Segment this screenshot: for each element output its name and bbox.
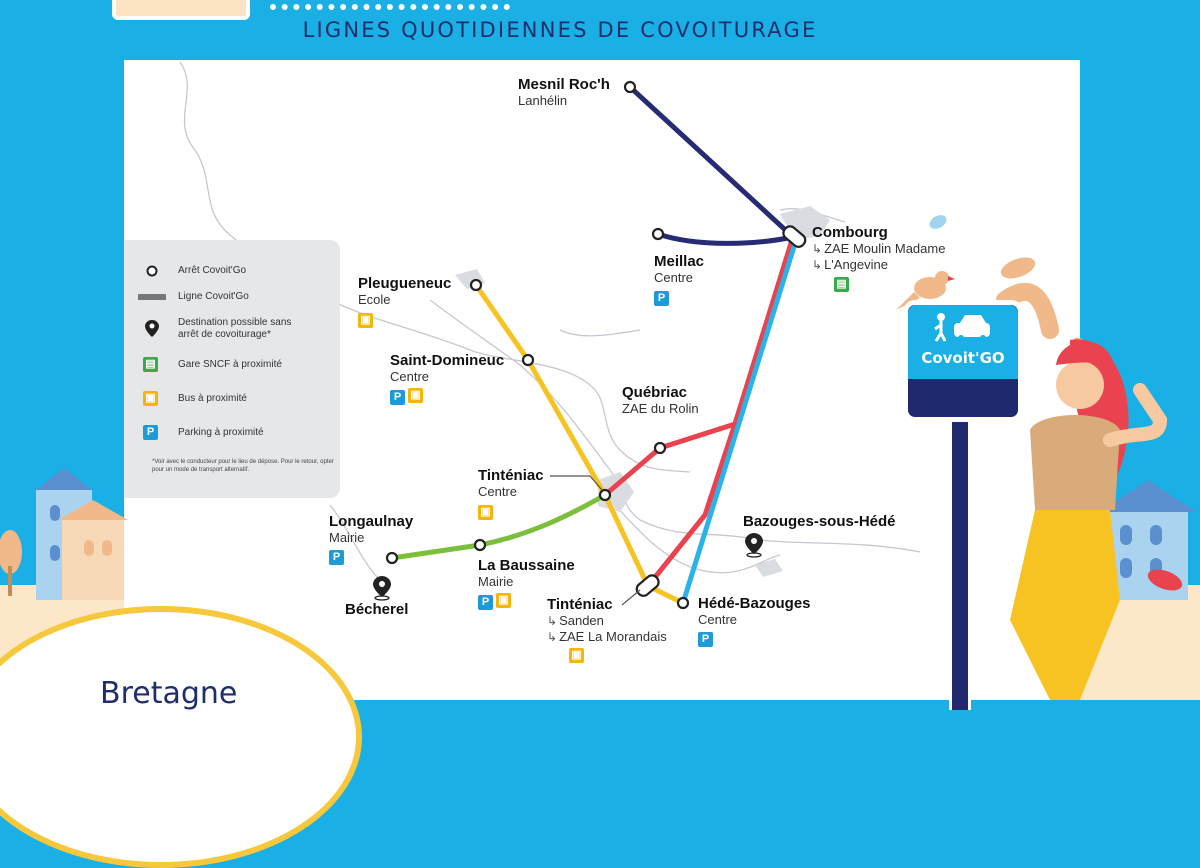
legend-label: Bus à proximité [178, 392, 247, 404]
parking-icon: P [390, 390, 405, 405]
stop-marker-tinteniac-south [634, 573, 661, 598]
sign-label: Covoit'GO [921, 349, 1005, 367]
stop-name: Mesnil Roc'h [518, 76, 610, 93]
stop-name: Longaulnay [329, 513, 414, 530]
bus-icon: ▣ [143, 391, 158, 406]
stop-marker-meillac [653, 229, 663, 239]
stop-marker-quebriac [655, 443, 665, 453]
legend-note: *Voir avec le conducteur pour le lieu de dépose. Pour le retour, opter pour un mode de transport alternatif. [152, 459, 334, 473]
stop-becherel [345, 602, 408, 618]
stop-name: Saint-Domineuc [390, 352, 505, 369]
stop-saint-domineuc [390, 353, 504, 405]
stop-quebriac [622, 385, 699, 417]
stop-name: Tinténiac [478, 467, 544, 484]
legend-label: Gare SNCF à proximité [178, 358, 282, 370]
legend-item-destination [138, 317, 338, 341]
stop-sub: Lanhélin [518, 93, 568, 108]
legend-item-train [138, 357, 282, 372]
pin-icon [138, 318, 166, 340]
parking-icon: P [698, 632, 713, 647]
stop-bazouges-sous-hede [743, 514, 896, 530]
bus-icon: ▣ [408, 388, 423, 403]
stop-marker-hede [678, 598, 688, 608]
stop-name: Québriac [622, 384, 688, 401]
stop-symbol-icon [138, 264, 166, 278]
stop-combourg [812, 225, 945, 292]
branch-arrow-icon: ↳ [812, 242, 823, 256]
region-logo-text: Bretagne [100, 676, 238, 711]
page-subtitle: LIGNES QUOTIDIENNES DE COVOITURAGE [302, 18, 818, 42]
stop-name: Meillac [654, 253, 705, 270]
stop-sub: Centre [654, 270, 694, 285]
line-mesnil-combourg [630, 87, 793, 237]
stop-name: Hédé-Bazouges [698, 595, 811, 612]
stop-longaulnay [329, 514, 413, 565]
sign-pole [949, 410, 971, 710]
bazouges-town-shape [755, 559, 783, 577]
stop-name: Combourg [812, 224, 888, 241]
stop-sub: Centre [478, 484, 518, 499]
branch-arrow-icon: ↳ [547, 614, 558, 628]
stop-sub: Centre [698, 612, 738, 627]
train-icon: ▤ [834, 277, 849, 292]
line-symbol-icon [138, 292, 166, 302]
legend-label: Destination possible sans arrêt de covoiturage* [178, 317, 292, 340]
branch-arrow-icon: ↳ [547, 630, 558, 644]
legend-item-parking [138, 425, 264, 440]
stop-tinteniac-centre [478, 468, 544, 520]
line-meillac-combourg [658, 234, 793, 243]
bus-icon: ▣ [496, 593, 511, 608]
map-legend [124, 240, 340, 498]
stop-marker-pleugueneuc [471, 280, 481, 290]
stop-sub: L'Angevine [824, 257, 888, 272]
stop-sub: ZAE du Rolin [622, 401, 699, 416]
covoitgo-sign [903, 300, 1023, 422]
bus-icon: ▣ [569, 648, 584, 663]
parking-icon: P [143, 425, 158, 440]
stop-sub: ZAE La Morandais [559, 629, 667, 644]
stop-pleugueneuc [358, 276, 451, 328]
stop-name: Tinténiac [547, 596, 613, 613]
stop-sub: Sanden [559, 613, 604, 628]
sign-panel [908, 305, 1018, 379]
legend-label: Arrêt Covoit'Go [178, 265, 247, 276]
parking-icon: P [478, 595, 493, 610]
stop-sub: ZAE Moulin Madame [824, 241, 946, 256]
stop-marker-saint-domineuc [523, 355, 533, 365]
legend-label: Ligne Covoit'Go [178, 291, 249, 302]
stop-marker-tinteniac-centre [600, 490, 610, 500]
train-icon: ▤ [143, 357, 158, 372]
legend-item-stop [138, 264, 246, 278]
stop-sub: Mairie [478, 574, 514, 589]
bus-icon: ▣ [358, 313, 373, 328]
legend-label: Parking à proximité [178, 426, 264, 438]
stop-name: La Baussaine [478, 557, 575, 574]
stop-name: Bécherel [345, 601, 409, 618]
stop-sub: Ecole [358, 292, 391, 307]
pin-becherel [373, 576, 391, 600]
legend-item-line [138, 291, 249, 303]
legend-item-bus [138, 391, 247, 406]
stop-hede-bazouges [698, 596, 811, 647]
pin-bazouges [745, 533, 763, 557]
stop-tinteniac-south [547, 597, 667, 663]
parking-icon: P [654, 291, 669, 306]
stop-name: Bazouges-sous-Hédé [743, 513, 896, 530]
car-person-icon [908, 305, 1018, 349]
stop-sub: Mairie [329, 530, 365, 545]
stop-meillac [654, 254, 704, 306]
bus-icon: ▣ [478, 505, 493, 520]
stop-mesnil-roch [518, 77, 610, 109]
stop-marker-la-baussaine [475, 540, 485, 550]
houses-left-illustration [0, 468, 128, 600]
stop-marker-mesnil [625, 82, 635, 92]
parking-icon: P [329, 550, 344, 565]
stop-name: Pleugueneuc [358, 275, 452, 292]
stop-sub: Centre [390, 369, 430, 384]
line-pleugueneuc-hede [476, 285, 683, 603]
branch-arrow-icon: ↳ [812, 258, 823, 272]
